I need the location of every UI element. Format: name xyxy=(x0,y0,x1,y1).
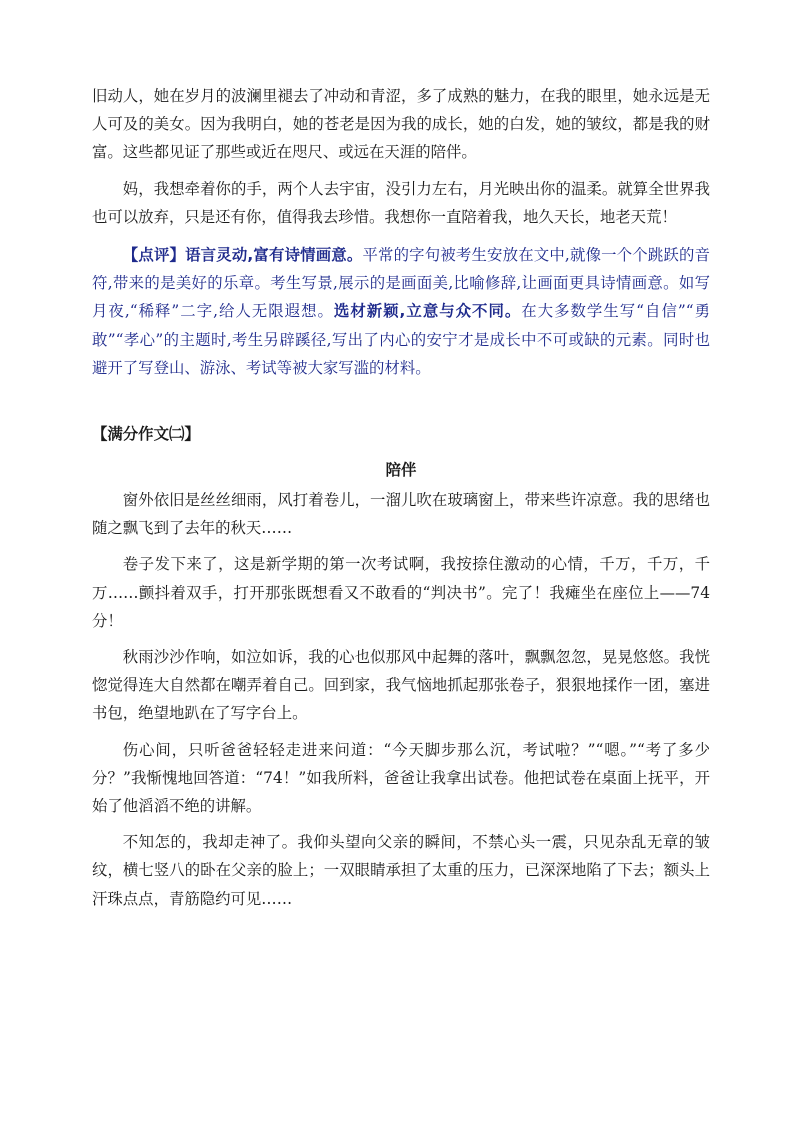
paragraph: 窗外依旧是丝丝细雨，风打着卷儿，一溜儿吹在玻璃窗上，带来些许凉意。我的思绪也随之飘飞到了去年的秋天…… xyxy=(92,491,710,538)
paragraph: 妈，我想牵着你的手，两个人去宇宙，没引力左右，月光映出你的温柔。就算全世界我也可以放弃，只是还有你，值得我去珍惜。我想你一直陪着我，地久天长，地老天荒！ xyxy=(92,179,710,226)
commentary-highlight: 语言灵动,富有诗情画意。 xyxy=(185,246,363,265)
paragraph: 不知怎的，我却走神了。我仰头望向父亲的瞬间，不禁心头一震，只见杂乱无章的皱纹，横七竖八的卧在父亲的脸上；一双眼睛承担了太重的压力，已深深地陷了下去；额头上汗珠点点，青筋隐约可见…… xyxy=(92,833,710,908)
paragraph: 伤心间，只听爸爸轻轻走进来问道：“今天脚步那么沉，考试啦？”“嗯。”“考了多少分？”我惭愧地回答道：“74！”如我所料，爸爸让我拿出试卷。他把试卷在桌面上抚平，开始了他滔滔不绝的讲解。 xyxy=(92,740,710,816)
commentary-text: 平常的字句被考生安放在文中,就像一个个跳跃的音符,带来的是美好的乐章。考生写景,展示的是画面美,比喻修辞,让画面更具诗情画意。如写月夜,“稀释”二字,给人无限遐想。 xyxy=(92,246,710,321)
commentary-label: 【点评】 xyxy=(122,246,186,265)
paragraph: 秋雨沙沙作响，如泣如诉，我的心也似那风中起舞的落叶，飘飘忽忽，晃晃悠悠。我恍惚觉得连大自然都在嘲弄着自己。回到家，我气恼地抓起那张卷子，狠狠地揉作一团，塞进书包，绝望地趴在了写字台上。 xyxy=(92,648,710,723)
section-heading: 【满分作文㈡】 xyxy=(92,425,200,444)
paragraph: 卷子发下来了，这是新学期的第一次考试啊，我按捺住激动的心情，千万，千万，千万……颤抖着双手，打开那张既想看又不敢看的“判决书”。完了！我瘫坐在座位上——74分！ xyxy=(92,555,710,630)
paragraph: 旧动人，她在岁月的波澜里褪去了冲动和青涩，多了成熟的魅力，在我的眼里，她永远是无人可及的美女。因为我明白，她的苍老是因为我的成长，她的白发，她的皱纹，都是我的财富。这些都见证了那些或近在咫尺、或远在天涯的陪伴。 xyxy=(92,87,710,162)
commentary xyxy=(92,241,710,382)
commentary-text: 在大多数学生写“自信”“勇敢”“孝心”的主题时,考生另辟蹊径,写出了内心的安宁才是成长中不可或缺的元素。同时也避开了写登山、游泳、考试等被大家写滥的材料。 xyxy=(92,302,710,377)
commentary-highlight: 选材新颖,立意与众不同。 xyxy=(333,302,522,321)
document-body xyxy=(92,82,710,913)
essay-title: 陪伴 xyxy=(385,461,417,480)
